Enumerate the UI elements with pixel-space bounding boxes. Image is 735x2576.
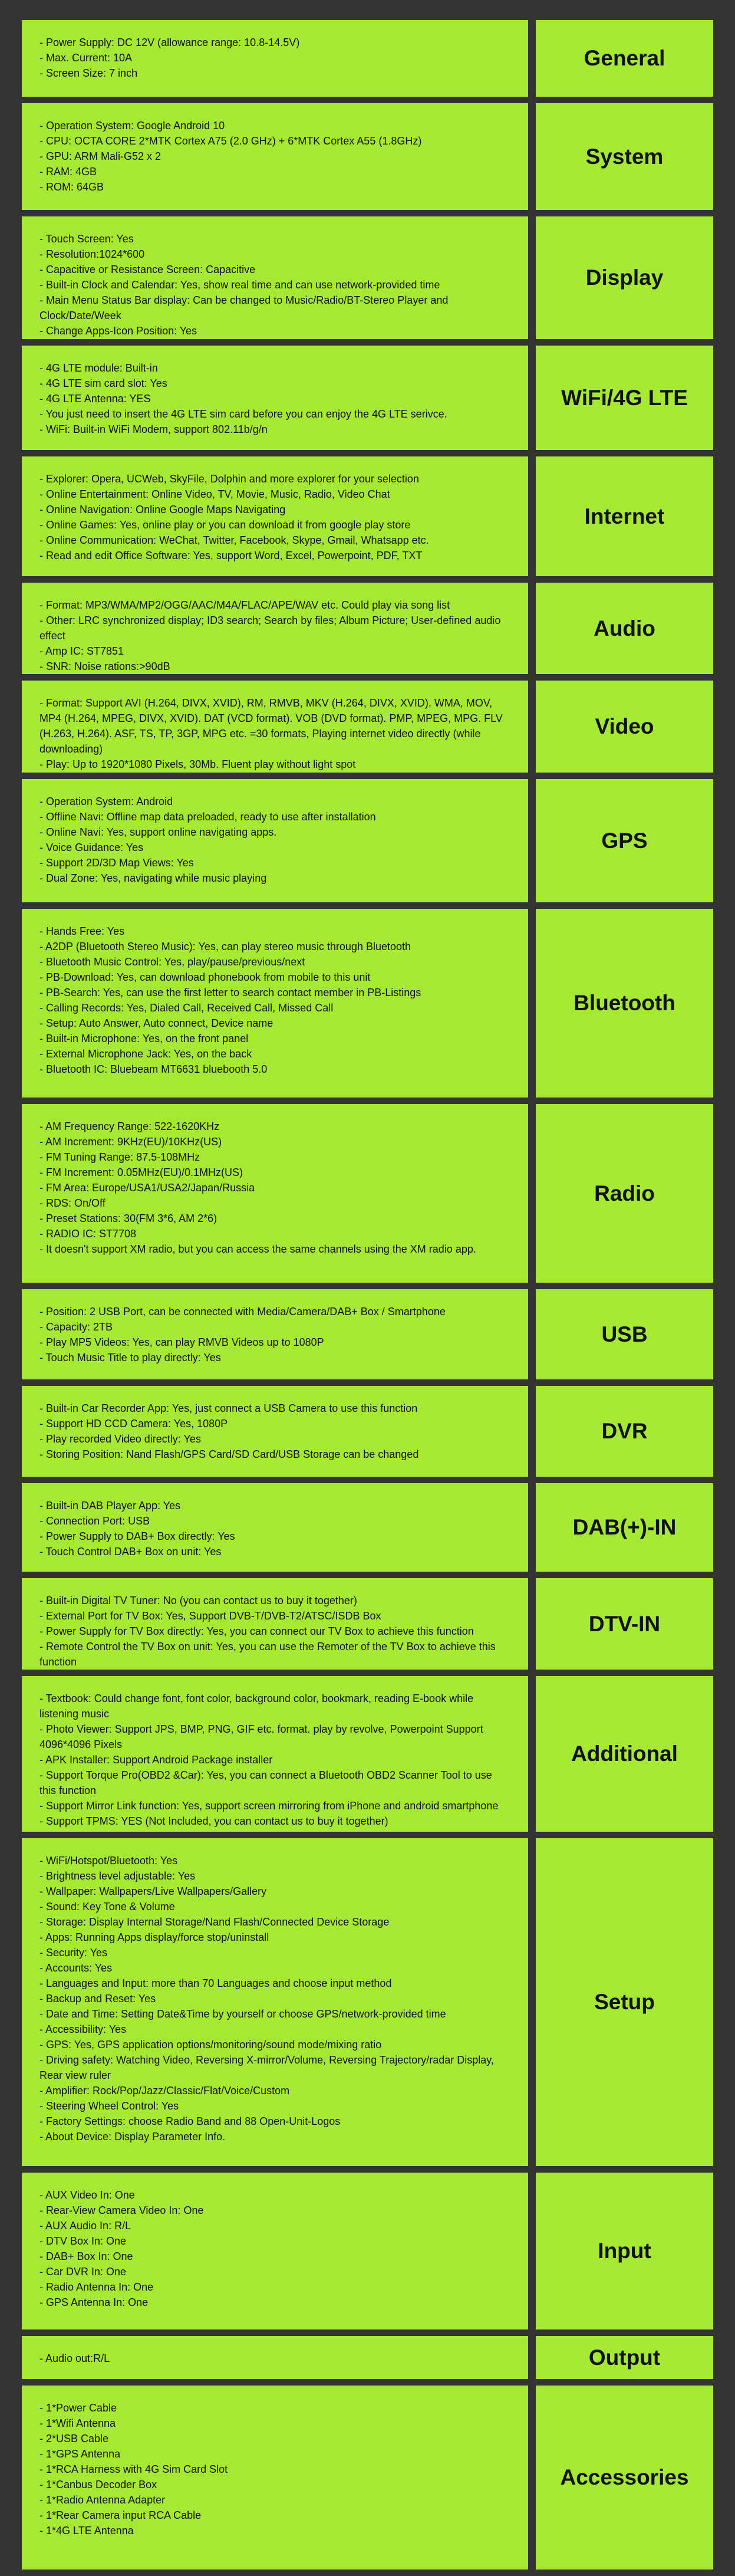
spec-details xyxy=(22,2173,528,2329)
spec-line: - Operation System: Google Android 10 xyxy=(39,120,225,132)
spec-category-label: Audio xyxy=(536,583,713,674)
spec-section-setup xyxy=(22,1838,713,2166)
spec-line: - FM Increment: 0.05MHz(EU)/0.1MHz(US) xyxy=(39,1167,243,1178)
spec-line: - Factory Settings: choose Radio Band and 88 Open-Unit-Logos xyxy=(39,2115,341,2127)
spec-section-usb xyxy=(22,1289,713,1379)
spec-line: - External Microphone Jack: Yes, on the back xyxy=(39,1048,252,1060)
spec-details xyxy=(22,2336,528,2379)
spec-line: - Dual Zone: Yes, navigating while music playing xyxy=(39,872,267,884)
spec-line: - PB-Download: Yes, can download phonebook from mobile to this unit xyxy=(39,971,371,983)
spec-line: - Date and Time: Setting Date&Time by yourself or choose GPS/network-provided time xyxy=(39,2008,446,2020)
spec-line: - Touch Screen: Yes xyxy=(39,233,134,245)
spec-line: - External Port for TV Box: Yes, Support DVB-T/DVB-T2/ATSC/ISDB Box xyxy=(39,1610,381,1622)
spec-line: - Offline Navi: Offline map data preloaded, ready to use after installation xyxy=(39,811,376,823)
spec-details xyxy=(22,909,528,1098)
spec-section-general xyxy=(22,20,713,97)
spec-category-label: Accessories xyxy=(536,2386,713,2570)
spec-line: - Format: Support AVI (H.264, DIVX, XVID), RM, RMVB, MKV (H.264, DIVX, XVID). WMA, MOV, MP4 (H.264, MPEG, DIVX, XVID). DAT (VCD format). VOB (DVD format). PMP, MPEG, MPG. FLV (H.263, H.264). ASF, TS, TP, 3GP, MPG etc. =30 formats, Playing internet video directly (while downloading) xyxy=(39,697,503,755)
spec-line: - Built-in DAB Player App: Yes xyxy=(39,1500,181,1512)
spec-line: - DAB+ Box In: One xyxy=(39,2250,133,2262)
spec-line: - Play: Up to 1920*1080 Pixels, 30Mb. Fluent play without light spot xyxy=(39,758,356,770)
spec-category-label: DAB(+)-IN xyxy=(536,1483,713,1572)
spec-category-label: Input xyxy=(536,2173,713,2329)
spec-details xyxy=(22,20,528,97)
spec-line: - Main Menu Status Bar display: Can be changed to Music/Radio/BT-Stereo Player and Clock/Date/Week xyxy=(39,294,449,321)
spec-line: - Capacity: 2TB xyxy=(39,1321,113,1333)
spec-line: - Hands Free: Yes xyxy=(39,925,125,937)
spec-line: - AUX Audio In: R/L xyxy=(39,2220,131,2232)
spec-line: - DTV Box In: One xyxy=(39,2235,127,2247)
spec-line: - SNR: Noise rations:>90dB xyxy=(39,661,170,672)
spec-section-radio xyxy=(22,1104,713,1283)
spec-category-label: Output xyxy=(536,2336,713,2379)
spec-line: - Max. Current: 10A xyxy=(39,52,133,64)
spec-details xyxy=(22,103,528,210)
spec-category-label: System xyxy=(536,103,713,210)
spec-line: - Support 2D/3D Map Views: Yes xyxy=(39,857,194,869)
spec-line: - Explorer: Opera, UCWeb, SkyFile, Dolphin and more explorer for your selection xyxy=(39,473,419,485)
spec-line: - Apps: Running Apps display/force stop/uninstall xyxy=(39,1931,269,1943)
spec-section-dvr xyxy=(22,1386,713,1477)
spec-line: - PB-Search: Yes, can use the first letter to search contact member in PB-Listings xyxy=(39,987,421,998)
spec-line: - Calling Records: Yes, Dialed Call, Received Call, Missed Call xyxy=(39,1002,334,1014)
spec-category-label: DVR xyxy=(536,1386,713,1477)
spec-line: - Photo Viewer: Support JPS, BMP, PNG, GIF etc. format. play by revolve, Powerpoint Support 4096*4096 Pixels xyxy=(39,1723,483,1750)
spec-line: - About Device: Display Parameter Info. xyxy=(39,2131,226,2143)
spec-line: - Sound: Key Tone & Volume xyxy=(39,1901,175,1913)
spec-line: - Online Games: Yes, online play or you can download it from google play store xyxy=(39,519,411,531)
spec-line: - Accounts: Yes xyxy=(39,1962,113,1974)
spec-line: - Remote Control the TV Box on unit: Yes, you can use the Remoter of the TV Box to achieve this function xyxy=(39,1641,496,1668)
spec-line: - Touch Control DAB+ Box on unit: Yes xyxy=(39,1546,222,1558)
spec-line: - WiFi/Hotspot/Bluetooth: Yes xyxy=(39,1855,178,1867)
spec-line: - Driving safety: Watching Video, Reversing X-mirror/Volume, Reversing Trajectory/radar Display, Rear view ruler xyxy=(39,2054,494,2081)
spec-line: - Resolution:1024*600 xyxy=(39,248,145,260)
spec-line: - GPU: ARM Mali-G52 x 2 xyxy=(39,150,161,162)
spec-line: - 1*Power Cable xyxy=(39,2402,117,2414)
spec-line: - WiFi: Built-in WiFi Modem, support 802.11b/g/n xyxy=(39,423,268,435)
spec-line: - 1*RCA Harness with 4G Sim Card Slot xyxy=(39,2463,228,2475)
spec-line: - 1*Radio Antenna Adapter xyxy=(39,2494,166,2506)
spec-line: - AUX Video In: One xyxy=(39,2189,135,2201)
spec-category-label: General xyxy=(536,20,713,97)
spec-line: - Storage: Display Internal Storage/Nand Flash/Connected Device Storage xyxy=(39,1916,390,1928)
spec-line: - Brightness level adjustable: Yes xyxy=(39,1870,196,1882)
spec-line: - Textbook: Could change font, font color, background color, bookmark, reading E-book while listening music xyxy=(39,1693,474,1720)
spec-line: - Radio Antenna In: One xyxy=(39,2281,154,2293)
spec-details xyxy=(22,346,528,450)
spec-table xyxy=(22,20,713,2576)
spec-category-label: Radio xyxy=(536,1104,713,1283)
spec-section-wifi-4g-lte xyxy=(22,346,713,450)
spec-line: - Steering Wheel Control: Yes xyxy=(39,2100,179,2112)
spec-line: - Built-in Microphone: Yes, on the front panel xyxy=(39,1033,249,1044)
spec-line: - Play MP5 Videos: Yes, can play RMVB Videos up to 1080P xyxy=(39,1336,324,1348)
spec-line: - 1*Rear Camera input RCA Cable xyxy=(39,2509,202,2521)
spec-category-label: GPS xyxy=(536,779,713,902)
spec-line: - Backup and Reset: Yes xyxy=(39,1993,156,2005)
spec-line: - Storing Position: Nand Flash/GPS Card/SD Card/USB Storage can be changed xyxy=(39,1448,419,1460)
spec-section-internet xyxy=(22,456,713,576)
spec-section-display xyxy=(22,216,713,339)
spec-line: - Connection Port: USB xyxy=(39,1515,150,1527)
spec-line: - 1*4G LTE Antenna xyxy=(39,2525,134,2536)
spec-details xyxy=(22,216,528,339)
spec-line: - Touch Music Title to play directly: Yes xyxy=(39,1352,221,1363)
spec-line: - Online Navi: Yes, support online navigating apps. xyxy=(39,826,277,838)
spec-section-system xyxy=(22,103,713,210)
spec-section-dtv-in xyxy=(22,1578,713,1670)
spec-line: - 4G LTE Antenna: YES xyxy=(39,393,151,405)
spec-category-label: WiFi/4G LTE xyxy=(536,346,713,450)
spec-line: - Built-in Digital TV Tuner: No (you can contact us to buy it together) xyxy=(39,1595,357,1606)
spec-details xyxy=(22,681,528,773)
spec-line: - Audio out:R/L xyxy=(39,2352,110,2364)
spec-line: - Operation System: Android xyxy=(39,796,173,807)
spec-line: - RDS: On/Off xyxy=(39,1197,106,1209)
spec-category-label: Bluetooth xyxy=(536,909,713,1098)
spec-line: - GPS: Yes, GPS application options/monitoring/sound mode/mixing ratio xyxy=(39,2039,382,2051)
spec-line: - You just need to insert the 4G LTE sim card before you can enjoy the 4G LTE serivce. xyxy=(39,408,447,420)
spec-line: - FM Tuning Range: 87.5-108MHz xyxy=(39,1151,200,1163)
spec-line: - 1*Canbus Decoder Box xyxy=(39,2479,157,2490)
spec-line: - ROM: 64GB xyxy=(39,181,104,193)
spec-section-bluetooth xyxy=(22,909,713,1098)
spec-section-dab-in xyxy=(22,1483,713,1572)
spec-details xyxy=(22,1676,528,1832)
spec-details xyxy=(22,583,528,674)
spec-line: - Support TPMS: YES (Not Included, you can contact us to buy it together) xyxy=(39,1815,388,1827)
spec-line: - Play recorded Video directly: Yes xyxy=(39,1433,201,1445)
spec-category-label: Display xyxy=(536,216,713,339)
spec-category-label: Video xyxy=(536,681,713,773)
spec-category-label: DTV-IN xyxy=(536,1578,713,1670)
spec-line: - CPU: OCTA CORE 2*MTK Cortex A75 (2.0 GHz) + 6*MTK Cortex A55 (1.8GHz) xyxy=(39,135,422,147)
spec-line: - Rear-View Camera Video In: One xyxy=(39,2204,204,2216)
spec-line: - Capacitive or Resistance Screen: Capacitive xyxy=(39,264,256,275)
spec-line: - 1*GPS Antenna xyxy=(39,2448,121,2460)
spec-details xyxy=(22,2386,528,2570)
spec-category-label: Setup xyxy=(536,1838,713,2166)
spec-details xyxy=(22,1578,528,1670)
spec-category-label: Internet xyxy=(536,456,713,576)
spec-details xyxy=(22,1838,528,2166)
spec-details xyxy=(22,1483,528,1572)
spec-section-gps xyxy=(22,779,713,902)
spec-line: - Car DVR In: One xyxy=(39,2266,127,2278)
spec-line: - Languages and Input: more than 70 Languages and choose input method xyxy=(39,1977,392,1989)
spec-details xyxy=(22,1289,528,1379)
spec-line: - Amplifier: Rock/Pop/Jazz/Classic/Flat/Voice/Custom xyxy=(39,2085,290,2097)
spec-section-audio xyxy=(22,583,713,674)
spec-line: - Accessibility: Yes xyxy=(39,2023,127,2035)
spec-line: - Power Supply for TV Box directly: Yes, you can connect our TV Box to achieve this function xyxy=(39,1625,474,1637)
spec-category-label: USB xyxy=(536,1289,713,1379)
spec-line: - AM Frequency Range: 522-1620KHz xyxy=(39,1121,220,1132)
spec-line: - Bluetooth Music Control: Yes, play/pause/previous/next xyxy=(39,956,305,968)
spec-line: - A2DP (Bluetooth Stereo Music): Yes, can play stereo music through Bluetooth xyxy=(39,941,411,952)
spec-line: - Built-in Clock and Calendar: Yes, show real time and can use network-provided time xyxy=(39,279,440,291)
spec-line: - Bluetooth IC: Bluebeam MT6631 bluebooth 5.0 xyxy=(39,1063,268,1075)
spec-line: - Security: Yes xyxy=(39,1947,108,1959)
spec-line: - Built-in Car Recorder App: Yes, just connect a USB Camera to use this function xyxy=(39,1402,418,1414)
spec-line: - Support HD CCD Camera: Yes, 1080P xyxy=(39,1418,228,1430)
spec-details xyxy=(22,456,528,576)
spec-line: - 1*Wifi Antenna xyxy=(39,2417,116,2429)
spec-line: - Online Communication: WeChat, Twitter, Facebook, Skype, Gmail, Whatsapp etc. xyxy=(39,534,429,546)
spec-line: - RADIO IC: ST7708 xyxy=(39,1228,137,1240)
spec-category-label: Additional xyxy=(536,1676,713,1832)
spec-line: - Change Apps-Icon Position: Yes xyxy=(39,325,197,337)
spec-line: - Power Supply: DC 12V (allowance range: 10.8-14.5V) xyxy=(39,37,300,48)
spec-line: - Screen Size: 7 inch xyxy=(39,67,138,79)
spec-line: - Online Entertainment: Online Video, TV, Movie, Music, Radio, Video Chat xyxy=(39,488,390,500)
spec-section-output xyxy=(22,2336,713,2379)
spec-line: - RAM: 4GB xyxy=(39,166,97,178)
spec-line: - 2*USB Cable xyxy=(39,2433,109,2444)
spec-line: - It doesn't support XM radio, but you can access the same channels using the XM radio app. xyxy=(39,1243,476,1255)
spec-details xyxy=(22,1104,528,1283)
spec-section-input xyxy=(22,2173,713,2329)
spec-line: - AM Increment: 9KHz(EU)/10KHz(US) xyxy=(39,1136,222,1148)
spec-line: - Wallpaper: Wallpapers/Live Wallpapers/Gallery xyxy=(39,1885,267,1897)
spec-line: - Support Mirror Link function: Yes, support screen mirroring from iPhone and android smartphone xyxy=(39,1800,499,1812)
spec-line: - Preset Stations: 30(FM 3*6, AM 2*6) xyxy=(39,1213,217,1224)
spec-line: - Online Navigation: Online Google Maps Navigating xyxy=(39,504,286,515)
spec-line: - 4G LTE module: Built-in xyxy=(39,362,158,374)
spec-details xyxy=(22,779,528,902)
spec-line: - GPS Antenna In: One xyxy=(39,2296,149,2308)
spec-line: - FM Area: Europe/USA1/USA2/Japan/Russia xyxy=(39,1182,255,1194)
spec-line: - Other: LRC synchronized display; ID3 search; Search by files; Album Picture; User-defined audio effect xyxy=(39,615,501,642)
spec-line: - Format: MP3/WMA/MP2/OGG/AAC/M4A/FLAC/APE/WAV etc. Could play via song list xyxy=(39,599,450,611)
spec-line: - Voice Guidance: Yes xyxy=(39,842,144,853)
spec-line: - Setup: Auto Answer, Auto connect, Device name xyxy=(39,1017,273,1029)
spec-line: - Amp IC: ST7851 xyxy=(39,645,124,657)
spec-line: - 4G LTE sim card slot: Yes xyxy=(39,377,167,389)
spec-line: - Support Torque Pro(OBD2 &Car): Yes, you can connect a Bluetooth OBD2 Scanner Tool to use this function xyxy=(39,1769,492,1796)
spec-line: - Position: 2 USB Port, can be connected with Media/Camera/DAB+ Box / Smartphone xyxy=(39,1306,446,1317)
spec-line: - Read and edit Office Software: Yes, support Word, Excel, Powerpoint, PDF, TXT xyxy=(39,550,423,561)
spec-section-additional xyxy=(22,1676,713,1832)
spec-section-video xyxy=(22,681,713,773)
spec-line: - APK Installer: Support Android Package installer xyxy=(39,1754,273,1766)
spec-line: - Power Supply to DAB+ Box directly: Yes xyxy=(39,1530,235,1542)
spec-details xyxy=(22,1386,528,1477)
spec-section-accessories xyxy=(22,2386,713,2570)
